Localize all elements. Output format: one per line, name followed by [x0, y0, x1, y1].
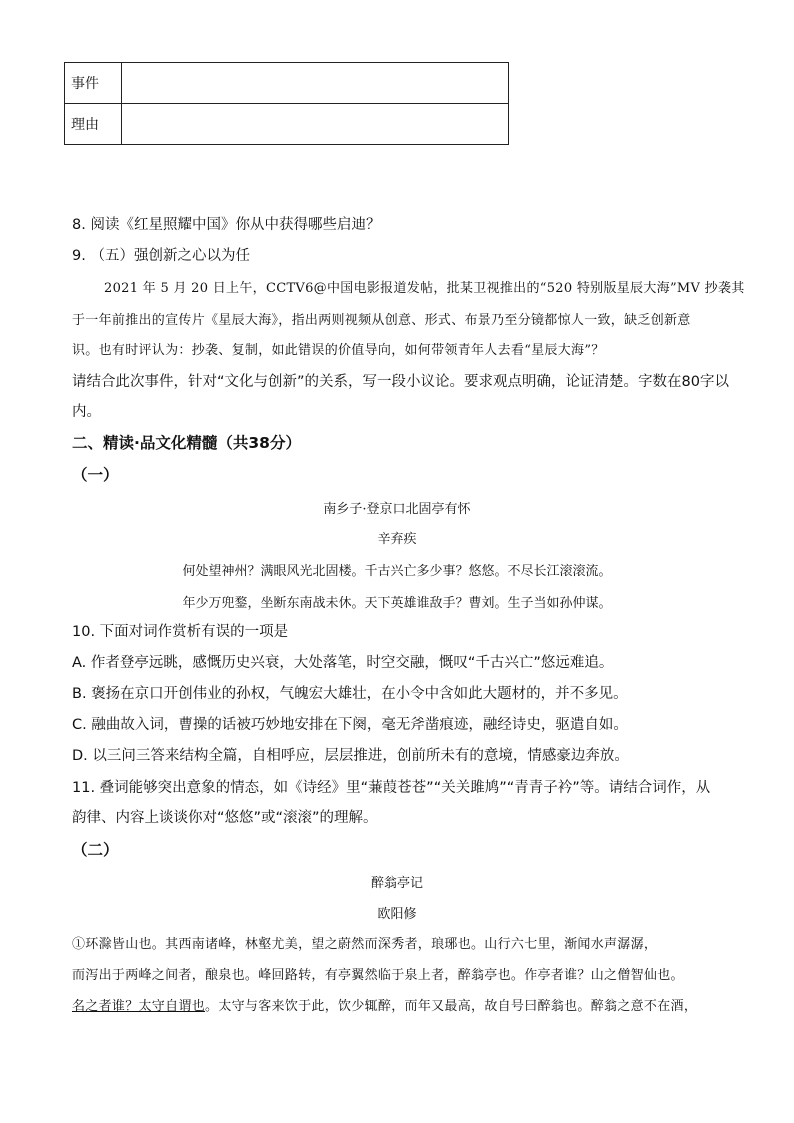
q9-task-line-1: 请结合此次事件，针对“文化与创新”的关系，写一段小议论。要求观点明确，论证清楚。字数在80字以 — [72, 374, 729, 390]
q9-task-line-2: 内。 — [72, 404, 101, 420]
part-2-label: （二） — [72, 841, 119, 859]
essay-title: 醉翁亭记 — [370, 876, 423, 891]
poem-line-1: 何处望神州？满眼风光北固楼。千古兴亡多少事？悠悠。不尽长江滚滚流。 — [182, 564, 612, 579]
section-2-title: 二、精读·品文化精髓（共38分） — [72, 434, 301, 452]
question-9-title: 9. （五）强创新之心以为任 — [72, 248, 250, 264]
essay-line-2: 而泻出于两峰之间者，酿泉也。峰回路转，有亭翼然临于泉上者，醉翁亭也。作亭者谁？山之僧智仙也。 — [72, 968, 684, 983]
essay-author: 欧阳修 — [377, 907, 417, 922]
essay-line-1: ①环滁皆山也。其西南诸峰，林壑尤美，望之蔚然而深秀者，琅琊也。山行六七里，渐闻水声潺潺， — [72, 937, 658, 952]
q9-passage-line-2: 于一年前推出的宣传片《星辰大海》，指出两则视频从创意、形式、布景乃至分镜都惊人一致，缺乏创新意 — [72, 313, 691, 328]
event-reason-table — [64, 62, 509, 145]
q10-option-d: D. 以三问三答来结构全篇，自相呼应，层层推进，创前所未有的意境，情感豪边奔放。 — [72, 748, 629, 764]
event-label: 事件 — [65, 63, 122, 104]
reason-answer-cell[interactable] — [122, 104, 509, 145]
poem-line-2: 年少万兜鍪，坐断东南战未休。天下英雄谁敌手？曹刘。生子当如孙仲谋。 — [182, 596, 612, 611]
part-1-label: （一） — [72, 466, 119, 484]
q9-passage-line-3: 识。也有时评认为：抄袭、复制，如此错误的价值导向，如何带领青年人去看“星辰大海”？ — [72, 343, 605, 358]
q10-option-b: B. 褒扬在京口开创伟业的孙权，气魄宏大雄壮，在小令中含如此大题材的，并不多见。 — [72, 686, 628, 702]
essay-line-3 — [72, 997, 697, 1017]
question-11-line-2: 韵律、内容上谈谈你对“悠悠”或“滚滚”的理解。 — [72, 810, 378, 826]
essay-line-3-rest: 。太守与客来饮于此，饮少辄醉，而年又最高，故自号曰醉翁也。醉翁之意不在酒， — [205, 999, 698, 1014]
underlined-phrase: 名之者谁？太守自谓也 — [72, 999, 206, 1014]
question-11-line-1: 11. 叠词能够突出意象的情态，如《诗经》里“蒹葭苍苍”“关关雎鸠”“青青子衿”等。请结合词作，从 — [72, 780, 711, 796]
poem-author: 辛弃疾 — [377, 532, 417, 547]
event-answer-cell[interactable] — [122, 63, 509, 104]
q10-option-a: A. 作者登亭远眺，感慨历史兴衰，大处落笔，时空交融，慨叹“千古兴亡”悠远难追。 — [72, 655, 614, 671]
poem-title: 南乡子·登京口北固亭有怀 — [323, 502, 471, 517]
q9-passage-line-1: 2021 年 5 月 20 日上午，CCTV6@中国电影报道发帖，批某卫视推出的“520 特别版星辰大海”MV 抄袭其 — [104, 281, 745, 296]
question-8: 8. 阅读《红星照耀中国》你从中获得哪些启迪？ — [72, 217, 381, 233]
reason-label: 理由 — [65, 104, 122, 145]
question-10-stem: 10. 下面对词作赏析有误的一项是 — [72, 624, 289, 640]
q10-option-c: C. 融曲故入词，曹操的话被巧妙地安排在下阕，毫无斧凿痕迹，融经诗史，驱遣自如。 — [72, 717, 628, 733]
